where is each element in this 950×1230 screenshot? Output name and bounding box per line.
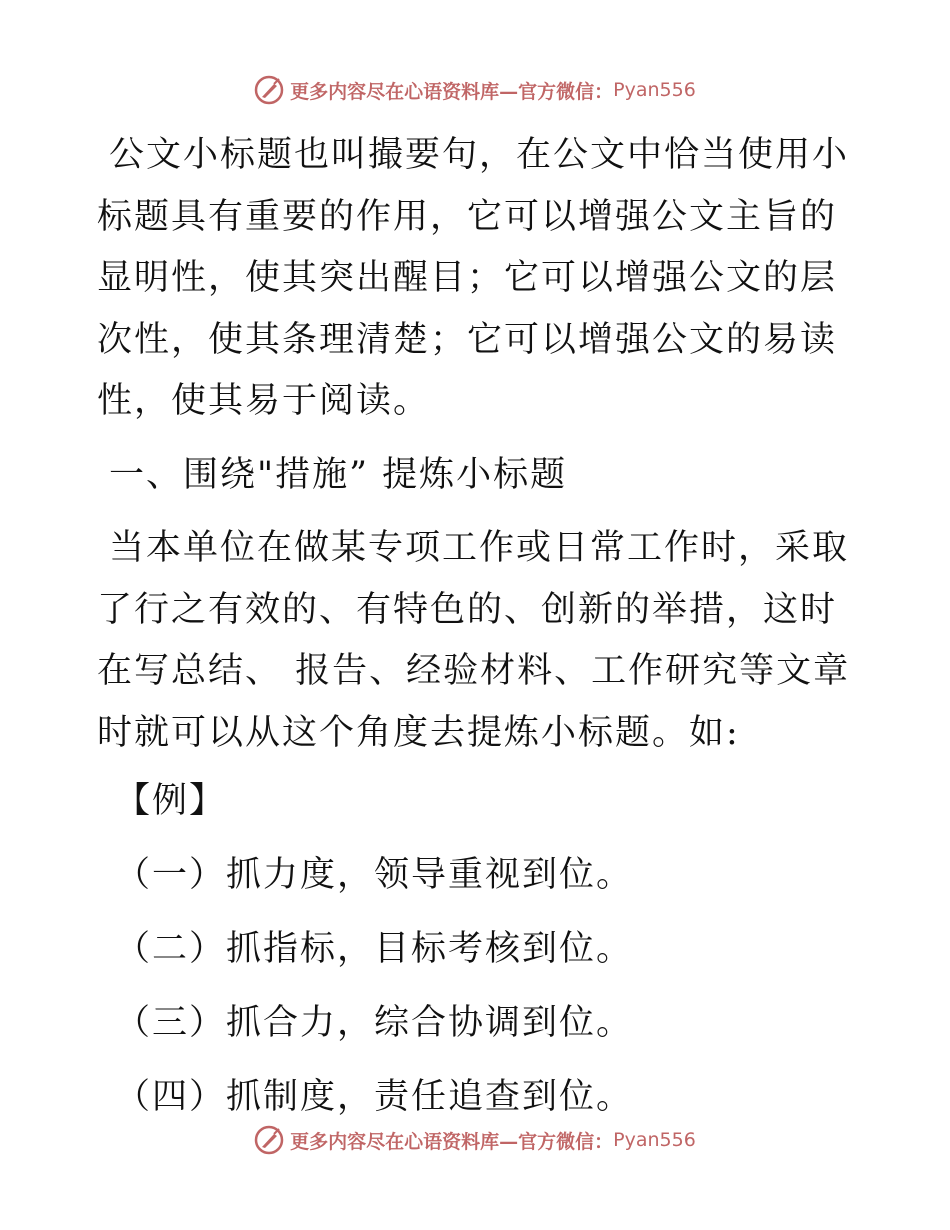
section-heading: 一、围绕"措施” 提炼小标题 [109,454,568,495]
footer-watermark [0,1120,950,1160]
list-item: （四）抓制度，责任追查到位。 [115,1077,634,1117]
document-body [97,125,857,1134]
quill-logo-icon [254,1125,284,1155]
header-watermark [0,70,950,110]
list-item: （三）抓合力，综合协调到位。 [115,1003,634,1043]
watermark-text: 更多内容尽在心语资料库—官方微信： [290,1130,614,1153]
watermark-wechat-id: Pyan556 [613,1129,696,1151]
example-label: 【例】 [115,781,227,821]
body-paragraph: 当本单位在做某专项工作或日常工作时，采取了行之有效的、有特色的、创新的举措，这时在写总结、 报告、经验材料、工作研究等文章时就可以从这个角度去提炼小标题。如: [97,528,851,753]
list-item: （二）抓指标，目标考核到位。 [115,929,634,969]
list-item: （一）抓力度，领导重视到位。 [115,855,634,895]
intro-paragraph: 公文小标题也叫撮要句，在公文中恰当使用小标题具有重要的作用，它可以增强公文主旨的显明性，使其突出醒目；它可以增强公文的层次性，使其条理清楚；它可以增强公文的易读性，使其易于阅读。 [97,135,850,421]
watermark-wechat-id: Pyan556 [613,79,696,101]
quill-logo-icon [254,75,284,105]
watermark-text: 更多内容尽在心语资料库—官方微信： [290,80,614,103]
